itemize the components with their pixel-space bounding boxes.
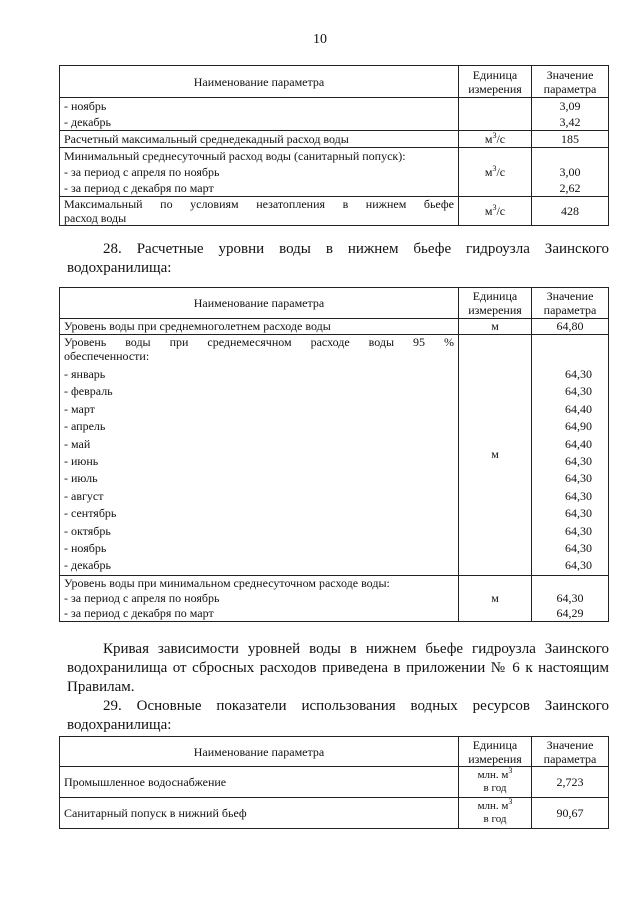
header-value: Значение параметра: [532, 288, 609, 319]
value-cell: 64,40: [565, 436, 592, 451]
param-name-cont: расход воды: [64, 211, 127, 225]
value-cell: 64,30: [565, 558, 592, 573]
header-name: Наименование параметра: [60, 288, 459, 319]
period-label: - за период с апреля по ноябрь: [64, 590, 220, 605]
month-label: - март: [64, 401, 95, 416]
section-29: [67, 697, 609, 735]
unit-cell: млн. $м^3$ в год: [459, 798, 532, 829]
table-row: [60, 98, 609, 131]
table-header-row: [60, 66, 609, 98]
param-name: Максимальный по условиям незатопления в нижнем бьефе: [64, 197, 454, 211]
table-row: [60, 798, 609, 829]
section-text: Основные показатели использования водных ресурсов Заинского: [136, 698, 609, 714]
section-28: [67, 240, 609, 278]
table-water-use: [59, 736, 609, 829]
value-cell: 3,00: [559, 165, 581, 179]
paragraph-line: водохранилища от сбросных расходов приведена в приложении № 6 к настоящим: [67, 660, 609, 676]
period-label: - за период с декабря по март: [64, 181, 214, 195]
value-cell: 64,29: [556, 605, 584, 620]
period-label: - за период с апреля по ноябрь: [64, 165, 220, 179]
table-row: [60, 131, 609, 148]
month-label: - декабрь: [64, 115, 111, 129]
value-cell: 64,30: [565, 367, 592, 381]
param-title-cont: обеспеченности:: [64, 349, 150, 363]
value-cell: 428: [532, 197, 609, 226]
table-water-discharge: [59, 65, 609, 226]
table-row: [60, 767, 609, 798]
value-cell: 64,30: [565, 454, 592, 469]
section-text-cont: водохранилища:: [67, 260, 172, 276]
value-cell: 2,62: [559, 181, 581, 195]
param-name: Санитарный попуск в нижний бьеф: [60, 798, 459, 829]
section-number: 29.: [103, 698, 122, 714]
month-label: - ноябрь: [64, 541, 107, 556]
table-header-row: [60, 288, 609, 319]
header-unit: Единица измерения: [459, 288, 532, 319]
table-water-levels: [59, 287, 609, 622]
table-row: [60, 148, 609, 197]
month-label: - февраль: [64, 384, 113, 399]
unit-cell: м: [459, 319, 532, 335]
paragraph-curve: [67, 640, 609, 697]
param-name: Расчетный максимальный среднедекадный расход воды: [60, 131, 459, 148]
header-unit: Единица измерения: [459, 737, 532, 767]
unit-cell: м: [459, 335, 532, 576]
value-cell: 185: [532, 131, 609, 148]
unit-cell: $м^3/с$: [459, 197, 532, 226]
unit-cell: $м^3/с$: [459, 131, 532, 148]
table-row: [60, 575, 609, 621]
paragraph-line: Кривая зависимости уровней воды в нижнем бьефе гидроузла Заинского: [103, 641, 609, 657]
value-cell: 64,90: [565, 419, 592, 434]
unit-cell: млн. $м^3$ в год: [459, 767, 532, 798]
section-text-cont: водохранилища:: [67, 717, 172, 733]
month-label: - июнь: [64, 454, 99, 469]
param-title: Уровень воды при среднемесячном расходе воды 95 %: [64, 335, 454, 349]
paragraph-line: Правилам.: [67, 679, 135, 695]
value-cell: 64,30: [565, 471, 592, 486]
unit-cell: $м^3/с$: [459, 148, 532, 197]
month-label: - апрель: [64, 419, 106, 434]
section-text: Расчетные уровни воды в нижнем бьефе гидроузла Заинского: [136, 241, 610, 257]
table-header-row: [60, 737, 609, 767]
month-label: - май: [64, 436, 91, 451]
month-label: - ноябрь: [64, 99, 107, 113]
page-number: 10: [313, 32, 327, 47]
value-cell: 3,09: [559, 99, 581, 113]
header-unit: Единица измерения: [459, 66, 532, 98]
param-name: Уровень воды при среднемноголетнем расходе воды: [60, 319, 459, 335]
value-cell: 64,30: [565, 523, 592, 538]
header-value: Значение параметра: [532, 66, 609, 98]
value-cell: 64,30: [565, 488, 592, 503]
month-label: - январь: [64, 367, 106, 381]
table-row: [60, 197, 609, 226]
value-cell: 64,30: [565, 506, 592, 521]
unit-cell: м: [459, 575, 532, 621]
month-label: - декабрь: [64, 558, 111, 573]
value-cell: 3,42: [559, 115, 581, 129]
month-label: - август: [64, 488, 104, 503]
month-list: [64, 363, 454, 575]
param-title: Минимальный среднесуточный расход воды (санитарный попуск):: [64, 149, 406, 163]
value-cell: 64,40: [565, 401, 592, 416]
table-row: [60, 319, 609, 335]
value-cell: 64,30: [565, 384, 592, 399]
value-cell: 2,723: [532, 767, 609, 798]
month-values: [536, 366, 604, 575]
table-row: [60, 335, 609, 576]
header-value: Значение параметра: [532, 737, 609, 767]
month-label: - сентябрь: [64, 506, 117, 521]
value-cell: 64,80: [532, 319, 609, 335]
value-cell: 90,67: [532, 798, 609, 829]
header-name: Наименование параметра: [60, 737, 459, 767]
value-cell: 64,30: [565, 541, 592, 556]
value-cell: 64,30: [556, 590, 584, 605]
month-label: - июль: [64, 471, 98, 486]
section-number: 28.: [103, 241, 122, 257]
param-name: Промышленное водоснабжение: [60, 767, 459, 798]
period-label: - за период с декабря по март: [64, 605, 214, 620]
param-title: Уровень воды при минимальном среднесуточном расходе воды:: [64, 575, 390, 590]
month-label: - октябрь: [64, 523, 111, 538]
header-name: Наименование параметра: [60, 66, 459, 98]
